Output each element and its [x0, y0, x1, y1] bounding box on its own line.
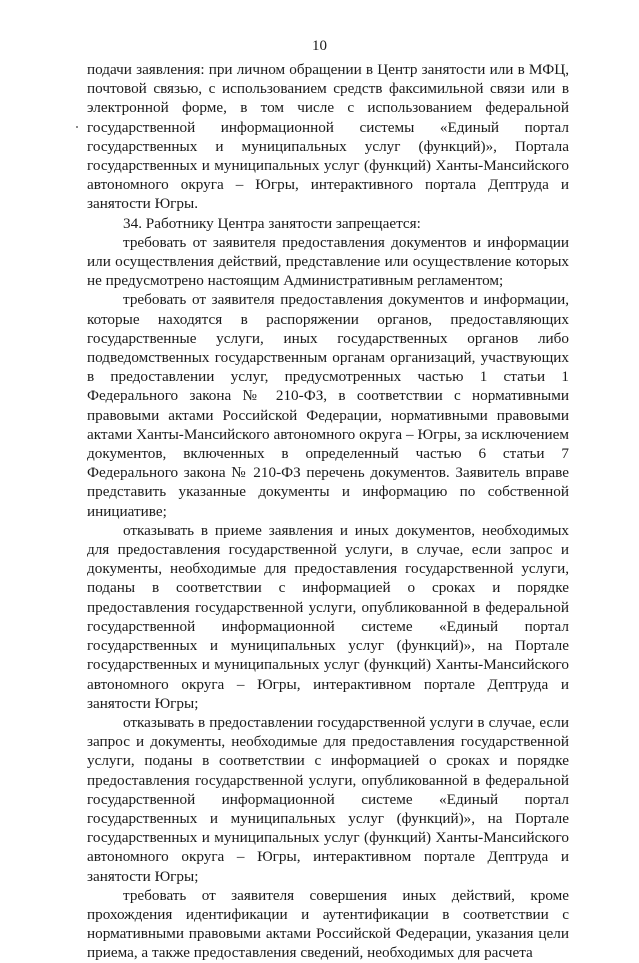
document-body	[87, 60, 569, 963]
paragraph: подачи заявления: при личном обращении в Центр занятости или в МФЦ, почтовой связью, с использованием средств факсимильной связи или в электронной форме, в том числе с использованием федеральной государственной информационной системы «Единый портал государственных и муниципальных услуг (функций)», Портала государственных и муниципальных услуг (функций) Ханты-Мансийского автономного округа – Югры, интерактивного портала Дептруда и занятости Югры.	[87, 61, 569, 213]
scan-speck	[76, 126, 78, 128]
paragraph: требовать от заявителя совершения иных действий, кроме прохождения идентификации и аутентификации в соответствии с нормативными правовыми актами Российской Федерации, указания цели приема, а также предоставления сведений, необходимых для расчета	[87, 886, 569, 962]
page-number: 10	[312, 38, 327, 54]
paragraph: требовать от заявителя предоставления документов и информации, которые находятся в распоряжении органов, предоставляющих государственные услуги, иных государственных органов либо подведомственных государственным органам организаций, участвующих в предоставлении услуг, предусмотренных частью 1 статьи 1 Федерального закона № 210-ФЗ, в соответствии с нормативными правовыми актами Российской Федерации, нормативными правовыми актами Ханты-Мансийского автономного округа – Югры, за исключением документов, включенных в определенный частью 6 статьи 7 Федерального закона № 210-ФЗ перечень документов. Заявитель вправе представить указанные документы и информацию по собственной инициативе;	[87, 291, 569, 520]
paragraph: отказывать в приеме заявления и иных документов, необходимых для предоставления государственной услуги, в случае, если запрос и документы, необходимые для предоставления государственной услуги, поданы в соответствии с информацией о сроках и порядке предоставления государственной услуги, опубликованной в федеральной государственной информационной системе «Единый портал государственных и муниципальных услуг (функций)», на Портале государственных и муниципальных услуг (функций) Ханты-Мансийского автономного округа – Югры, интерактивном портале Дептруда и занятости Югры;	[87, 521, 569, 712]
paragraph: отказывать в предоставлении государственной услуги в случае, если запрос и документы, необходимые для предоставления государственной услуги, поданы в соответствии с информацией о сроках и порядке предоставления государственной услуги, опубликованной в федеральной государственной информационной системе «Единый портал государственных и муниципальных услуг (функций)», на Портале государственных и муниципальных услуг (функций) Ханты-Мансийского автономного округа – Югры, интерактивном портале Дептруда и занятости Югры;	[87, 713, 569, 885]
paragraph: требовать от заявителя предоставления документов и информации или осуществления действий, представление или осуществление которых не предусмотрено настоящим Административным регламентом;	[87, 233, 569, 290]
paragraph: 34. Работнику Центра занятости запрещается:	[123, 214, 421, 232]
